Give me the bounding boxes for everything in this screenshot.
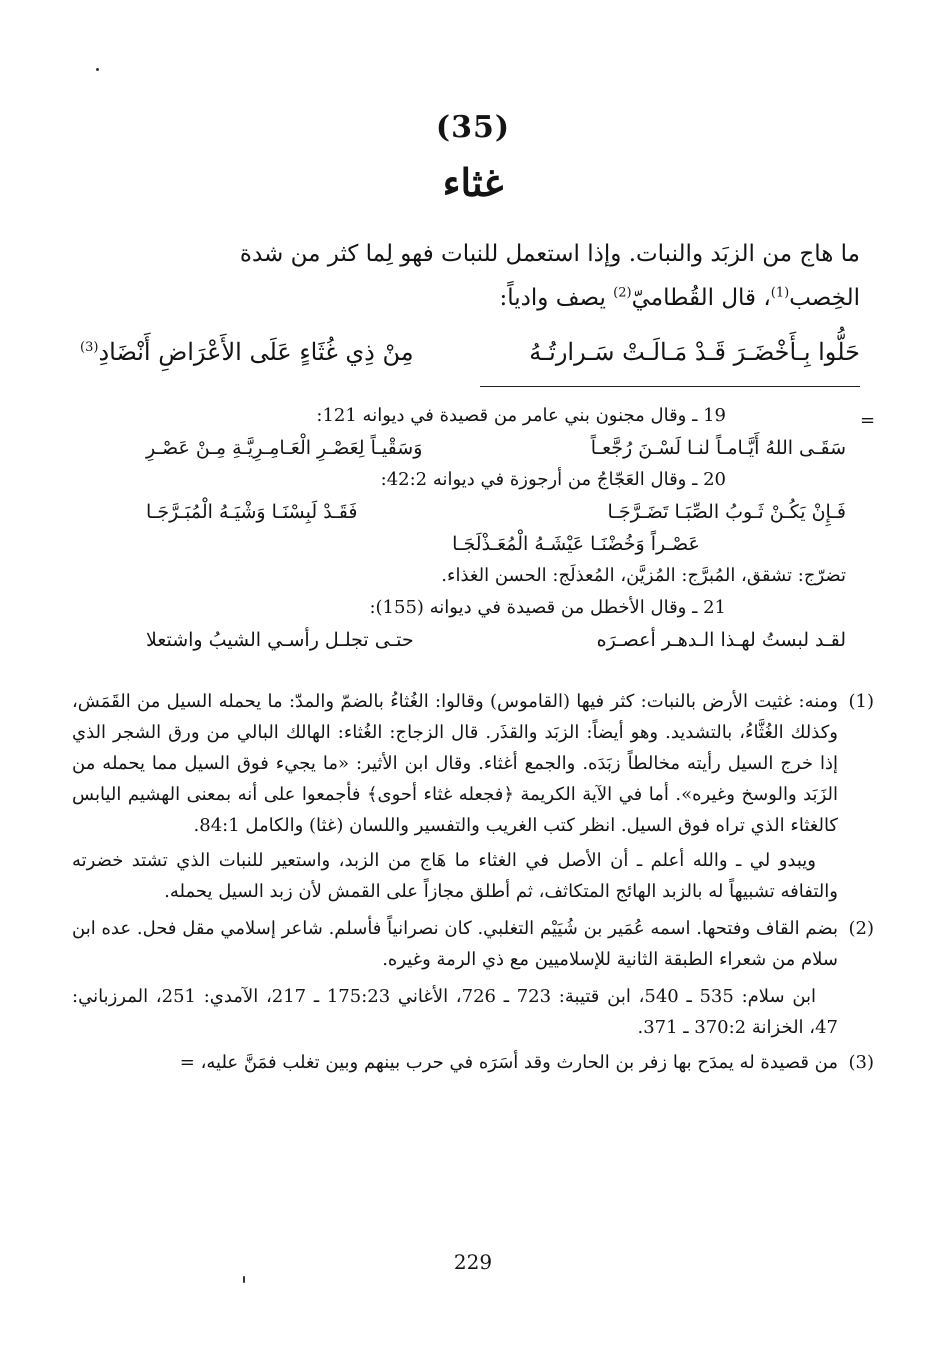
verse-first-hemistich: حَلُّوا بِـأَخْضَـرَ قَـدْ مَـالَـتْ سَـرارتُـهُ: [529, 338, 860, 366]
footnote-references: ابن سلام: 535 ـ 540، ابن قتيبة: 723 ـ 726، الأغاني 175:23 ـ 217، الآمدي: 251، المرزباني: 47، الخزانة 370:2 ـ 371.: [72, 986, 838, 1038]
gloss-line: تضرّج: تشقق، المُبرَّج: المُزيَّن، المُعذلَج: الحسن الغذاء.: [441, 565, 846, 586]
hemistich: وَسَقْيـاً لِعَصْـرِ الْعَـامِـرِيَّـةِ مِـنْ عَصْـرِ: [146, 437, 423, 459]
continuation-mark: =: [860, 410, 876, 431]
entry-number: (35): [435, 110, 511, 145]
footnote-ref-3: (3): [80, 340, 99, 355]
hemistich: فَـإِنْ يَكُـنْ ثَـوبُ الصِّبَـا تَضَـرَّجَـا: [607, 501, 846, 523]
verse-second-hemistich: [80, 332, 414, 372]
main-line-1: ما هاج من الزبَد والنبات. وإذا استعمل للنبات فهو لِما كثر من شدة: [239, 241, 860, 267]
footnote-1-continuation: ويبدو لي ـ والله أعلم ـ أن الأصل في الغثاء ما هَاج من الزبد، واستعير للنبات الذي تشتد خضرته والتفافه تشبيهاً له بالزبد الهائج المتكاثف، ثم أطلق مجازاً على القمش لأن زبد السيل يحمله.: [72, 850, 838, 902]
continued-footnote: [146, 400, 846, 656]
page-number: 229: [453, 1250, 493, 1274]
cited-verse: [146, 496, 846, 528]
footnote-1: [72, 686, 874, 841]
scan-speck: [96, 68, 99, 71]
footnote-ref-2: (2): [613, 285, 632, 301]
main-text-span: يصف وادياً:: [499, 285, 614, 311]
main-line-2: [80, 276, 860, 320]
footnote-number: (1): [848, 691, 874, 712]
hemistich: عَصْـراً وَخُضْنَـا عَيْشَـهُ الْمُعَـذْلَجَـا: [452, 533, 700, 555]
main-text-span: ، قال القُطاميّ: [631, 285, 771, 311]
footnotes: [72, 686, 874, 1082]
footnote-2: [72, 913, 874, 1043]
poem-citation: 19 ـ وقال مجنون بني عامر من قصيدة في ديوانه 121:: [316, 405, 726, 426]
hemistich: فَقَـدْ لَبِسْنَـا وَشْيَـهُ الْمُبَـرَّجَـا: [146, 501, 358, 523]
hemistich: سَقَـى اللهُ أَيَّـامـاً لنـا لَسْـنَ رُجَّعـاً: [590, 437, 846, 459]
cited-verse: [146, 624, 846, 656]
cited-verse: [146, 528, 846, 560]
footnote-divider: [480, 386, 860, 387]
footnote-number: (2): [848, 918, 874, 939]
footnote-3: [72, 1047, 874, 1078]
main-verse: [80, 332, 860, 372]
footnote-body: [72, 913, 838, 1043]
footnote-text: بضم القاف وفتحها. اسمه عُمَير بن شُيَيْم التغلبي. كان نصرانياً فأسلم. شاعر إسلامي مقل فحل. عده ابن سلام من شعراء الطبقة الثانية للإسلاميين مع ذي الرمة وغيره.: [72, 918, 838, 970]
hemistich: لقـد لبستُ لهـذا الـدهـر أعصـرَه: [596, 629, 846, 651]
main-text-span: الخِصب: [789, 285, 860, 311]
footnote-ref-1: (1): [770, 285, 790, 301]
footnote-number: (3): [848, 1052, 874, 1073]
cited-verse: [146, 432, 846, 464]
hemistich: حتـى تجلـل رأسـي الشيبُ واشتعلا: [146, 629, 414, 651]
footnote-text: ومنه: غثيت الأرض بالنبات: كثر فيها (القاموس) وقالوا: الغُثاءُ بالضمّ والمدّ: ما يحمله السيل من القَمَش، وكذلك الغُثَّاءُ، بالتشديد. وهو أيضاً: الزبَد والقذَر. قال الزجاج: الغُثاء: الهالك البالي من ورق الشجر الذي إذا خرج السيل رأيته مخالطاً زبَدَه. والجمع أغثاء. وقال ابن الأثير: «ما يجيء فوق السيل مما يحمله من الزَبَد والوسخ وغيره». أما في الآية الكريمة ﴿فجعله غثاء أحوى﴾ فأجمعوا على أنه بمعنى الهشيم اليابس كالغثاء الذي تراه فوق السيل. انظر كتب الغريب والتفسير واللسان (غثا) والكامل 84:1.: [72, 691, 838, 836]
entry-title: غثاء: [442, 160, 504, 205]
poem-citation: 21 ـ وقال الأخطل من قصيدة في ديوانه (155):: [369, 597, 726, 618]
poem-citation: 20 ـ وقال العَجّاجُ من أرجوزة في ديوانه 42:2:: [380, 469, 726, 490]
scan-speck: [243, 1276, 245, 1283]
main-paragraph: [80, 232, 860, 320]
footnote-text: من قصيدة له يمدَح بها زفر بن الحارث وقد أسَرَه في حرب بينهم وبين تغلب فمَنَّ عليه، =: [179, 1052, 838, 1073]
verse-text: مِنْ ذِي غُثَاءٍ عَلَى الأَعْرَاضِ أَنْضَادِ: [98, 338, 414, 366]
